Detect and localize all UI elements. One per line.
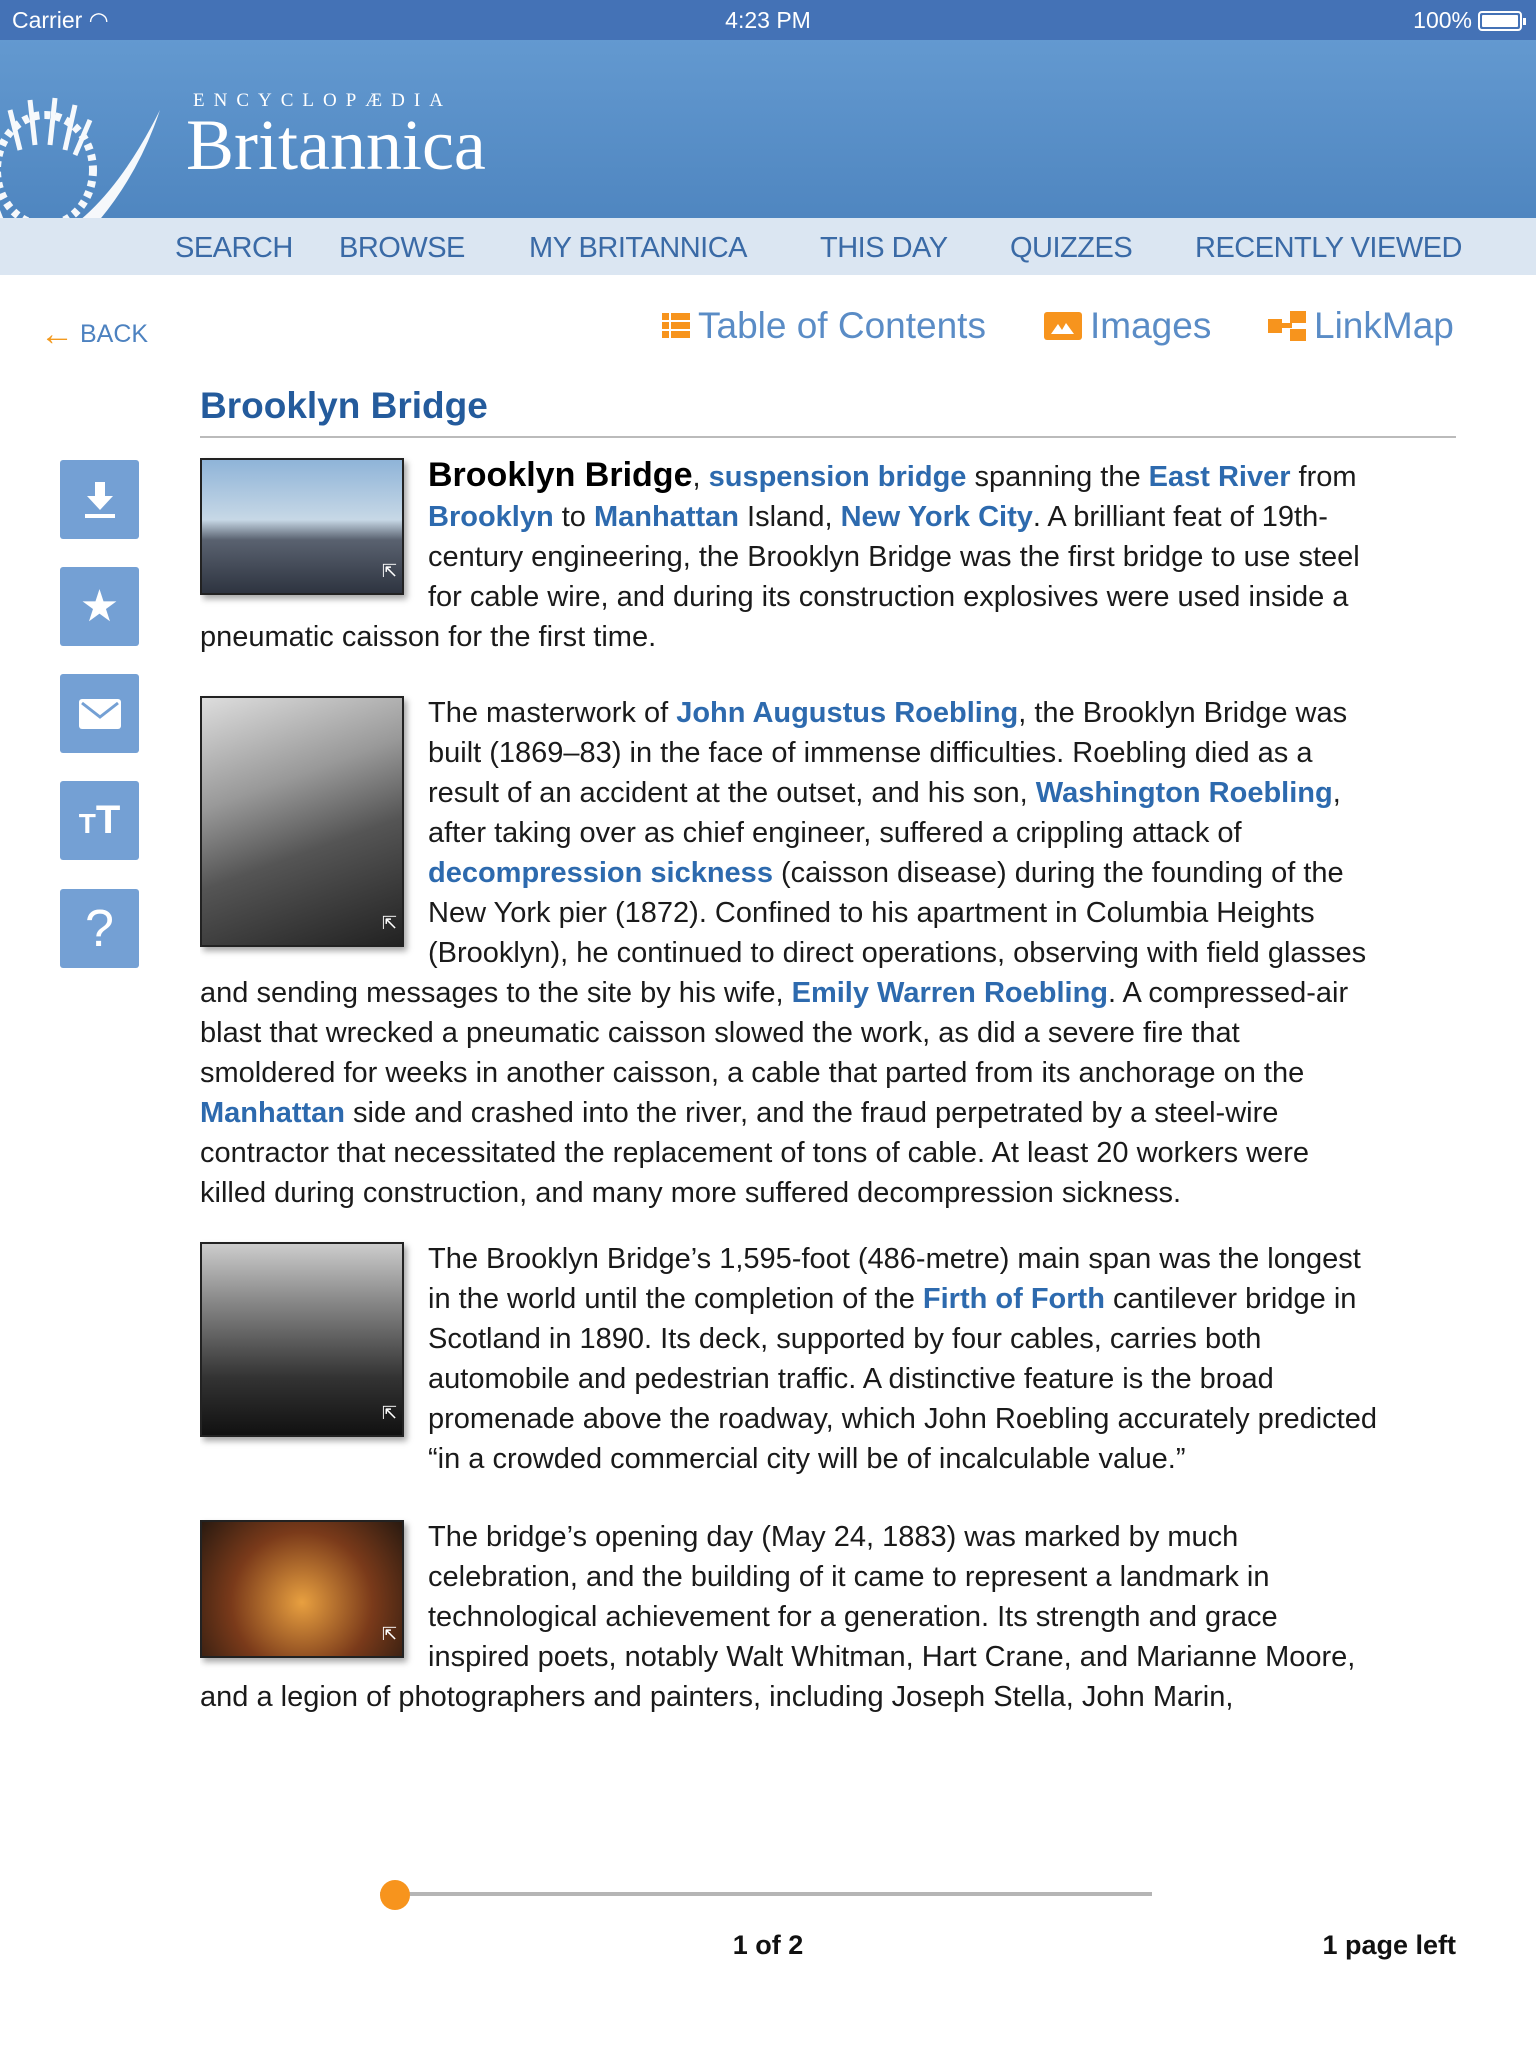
link-suspension-bridge[interactable]: suspension bridge	[708, 461, 967, 493]
page-slider-track[interactable]	[380, 1892, 1152, 1896]
wifi-icon: ◠	[88, 7, 109, 33]
list-icon	[662, 313, 690, 339]
pages-left: 1 page left	[1322, 1930, 1456, 1960]
paragraph-2: ⇱ The masterwork of John Augustus Roebling, the Brooklyn Bridge was built (1869–83) in the face of immense difficulties. Roebling died as a result of an accident at the outset, and his son, Washington Roebling, after taking over as chief engineer, suffered a crippling attack of decompression sickness (caisson disease) during the founding of the New York pier (1872). Confined to his apartment in Columbia Heights (Brooklyn), he continued to direct operations, observing with field glasses and sending messages to the site by his wife, Emily Warren Roebling. A compressed-air blast that wrecked a pneumatic caisson slowed the work, as did a severe fire that smoldered for weeks in another caisson, a cable that parted from its anchorage on the Manhattan side and crashed into the river, and the fraud perpetrated by a steel-wire contractor that necessitated the replacement of tons of cable. At least 20 workers were killed during construction, and many more suffered decompression sickness.	[200, 697, 1367, 1209]
battery	[1413, 7, 1522, 34]
logo-britannica: Britannica	[186, 105, 486, 185]
main-nav	[0, 218, 1536, 275]
table-of-contents-button[interactable]	[662, 305, 986, 347]
link-manhattan[interactable]: Manhattan	[594, 501, 739, 533]
link-washington-roebling[interactable]: Washington Roebling	[1035, 777, 1333, 809]
download-icon	[83, 482, 117, 518]
paragraph-4: ⇱ The bridge’s opening day (May 24, 1883) was marked by much celebration, and the building of it came to represent a landmark in technological achievement for a generation. Its strength and grace inspired poets, notably Walt Whitman, Hart Crane, and Marianne Moore, and a legion of photographers and painters, including Joseph Stella, John Marin,	[200, 1521, 1356, 1713]
link-manhattan-2[interactable]: Manhattan	[200, 1097, 345, 1129]
link-john-augustus-roebling[interactable]: John Augustus Roebling	[676, 697, 1019, 729]
title-divider	[200, 436, 1456, 438]
battery-label: 100%	[1413, 7, 1472, 33]
star-icon: ★	[79, 582, 120, 631]
toc-label: Table of Contents	[698, 305, 986, 346]
brooklyn-bridge-photo[interactable]	[200, 458, 404, 595]
link-east-river[interactable]: East River	[1148, 461, 1291, 493]
expand-icon: ⇱	[381, 913, 397, 933]
aerial-photo[interactable]	[200, 1242, 404, 1437]
article-title: Brooklyn Bridge	[200, 385, 488, 426]
nav-recently-viewed[interactable]: RECENTLY VIEWED	[1195, 232, 1462, 264]
expand-icon: ⇱	[381, 1403, 397, 1423]
page-indicator: 1 of 2	[732, 1930, 804, 1960]
battery-icon	[1478, 11, 1522, 31]
logo-encyclopaedia: ENCYCLOPÆDIA	[193, 90, 452, 111]
email-button[interactable]	[60, 674, 139, 753]
thistle-logo-icon	[0, 90, 170, 320]
expand-icon: ⇱	[381, 561, 397, 581]
back-arrow-icon: ←	[40, 315, 74, 353]
carrier-label: Carrier	[12, 7, 83, 33]
fireworks-painting[interactable]	[200, 1520, 404, 1658]
linkmap-button[interactable]	[1268, 305, 1454, 347]
page-slider-knob[interactable]	[380, 1880, 410, 1910]
link-firth-of-forth[interactable]: Firth of Forth	[922, 1283, 1105, 1315]
image-icon	[1044, 312, 1082, 340]
link-brooklyn[interactable]: Brooklyn	[428, 501, 554, 533]
link-emily-warren-roebling[interactable]: Emily Warren Roebling	[791, 977, 1108, 1009]
help-button[interactable]	[60, 889, 139, 968]
favorite-button[interactable]	[60, 567, 139, 646]
paragraph-3: ⇱ The Brooklyn Bridge’s 1,595-foot (486-metre) main span was the longest in the world until the completion of the Firth of Forth cantilever bridge in Scotland in 1890. Its deck, supported by four cables, carries both automobile and pedestrian traffic. A distinctive feature is the broad promenade above the roadway, which John Roebling accurately predicted “in a crowded commercial city will be of incalculable value.”	[200, 1239, 1380, 1479]
linkmap-label: LinkMap	[1314, 305, 1454, 346]
lead-term: Brooklyn Bridge	[428, 456, 693, 494]
link-decompression-sickness[interactable]: decompression sickness	[428, 857, 773, 889]
text-size-button[interactable]	[60, 781, 139, 860]
paragraph-1: ⇱ Brooklyn Bridge, suspension bridge spanning the East River from Brooklyn to Manhattan Island, New York City. A brilliant feat of 19th-century engineering, the Brooklyn Bridge was the first bridge to use steel for cable wire, and during its construction explosives were used inside a pneumatic caisson for the first time.	[200, 456, 1360, 653]
nav-quizzes[interactable]: QUIZZES	[1010, 232, 1133, 264]
back-button[interactable]	[40, 315, 148, 354]
images-button[interactable]	[1044, 305, 1211, 347]
status-bar	[0, 0, 1536, 40]
article-body	[200, 455, 1380, 1757]
nav-browse[interactable]: BROWSE	[339, 232, 465, 264]
nav-this-day[interactable]: THIS DAY	[820, 232, 948, 264]
question-icon: ?	[85, 899, 114, 958]
nav-search[interactable]: SEARCH	[175, 232, 293, 264]
clock: 4:23 PM	[725, 7, 811, 33]
linkmap-icon	[1268, 311, 1306, 341]
download-button[interactable]	[60, 460, 139, 539]
images-label: Images	[1090, 305, 1212, 346]
text-size-icon: TT	[78, 798, 121, 842]
header	[0, 40, 1536, 218]
link-new-york-city[interactable]: New York City	[840, 501, 1033, 533]
back-label: BACK	[80, 320, 149, 348]
mail-icon	[79, 699, 121, 729]
nav-my-britannica[interactable]: MY BRITANNICA	[529, 232, 748, 264]
construction-photo[interactable]	[200, 696, 404, 947]
expand-icon: ⇱	[381, 1624, 397, 1644]
